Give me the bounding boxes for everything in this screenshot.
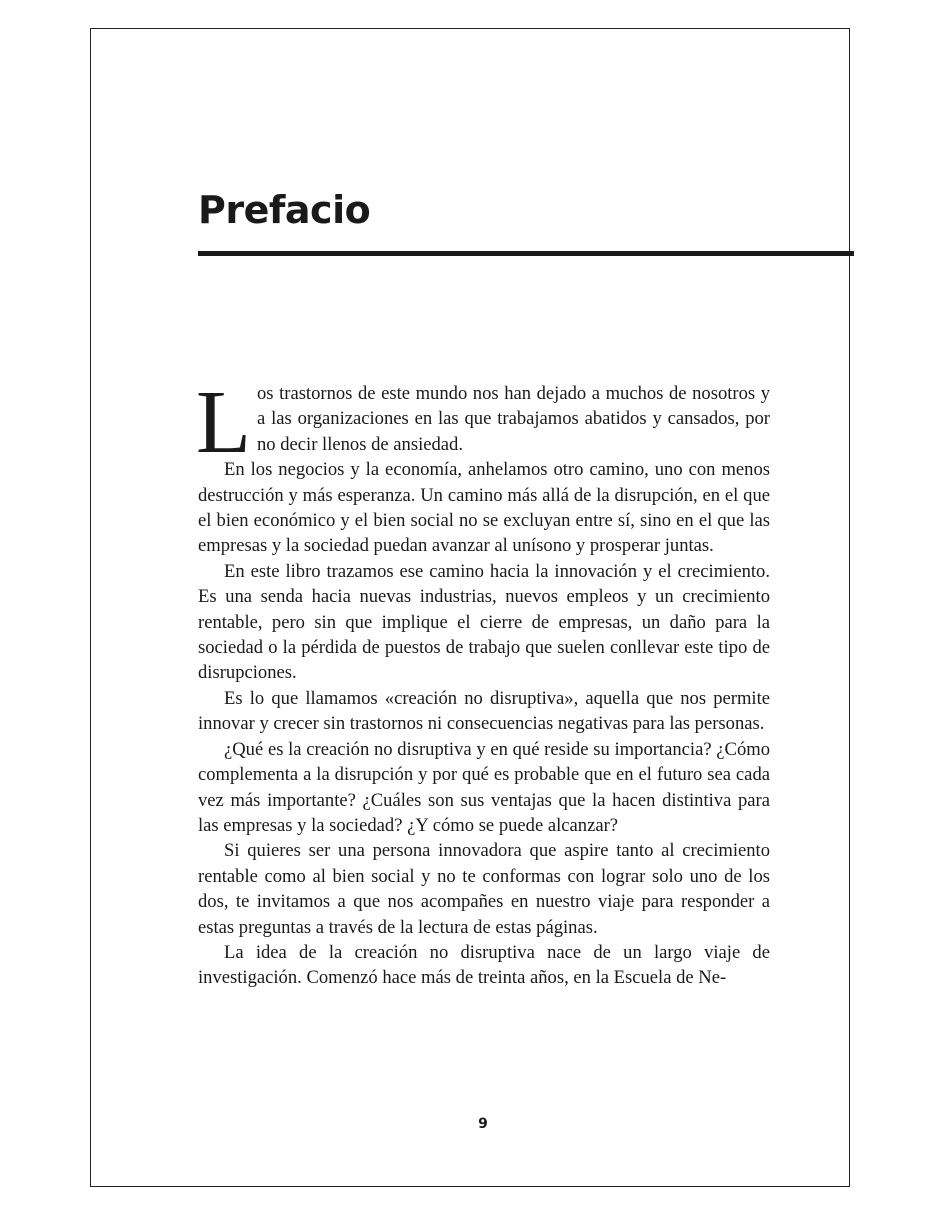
paragraph-4: Es lo que llamamos «creación no disruptiva», aquella que nos permite innovar y crecer sin trastornos ni consecuencias negativas para las personas. — [198, 687, 770, 735]
body-text — [196, 373, 770, 991]
paragraph-6: Si quieres ser una persona innovadora que aspire tanto al crecimiento rentable como al bien social y no te conformas con lograr solo uno de los dos, te invitamos a que nos acompañes en nuestro viaje para responder a estas preguntas a través de la lectura de estas páginas. — [198, 840, 770, 938]
title-rule — [198, 251, 854, 256]
chapter-title: Prefacio — [198, 188, 371, 232]
paragraph-1-text: os trastornos de este mundo nos han dejado a muchos de nosotros y a las organizaciones en las que trabajamos abatidos y cansados, por no decir llenos de ansiedad. — [256, 383, 770, 455]
paragraph-3: En este libro trazamos ese camino hacia la innovación y el crecimiento. Es una senda hacia nuevas industrias, nuevos empleos y un crecimiento rentable, pero sin que implique el cierre de empresas, un daño para la sociedad o la pérdida de puestos de trabajo que suelen conllevar este tipo de disrupciones. — [198, 560, 770, 684]
paragraph-7: La idea de la creación no disruptiva nace de un largo viaje de investigación. Comenzó hace más de treinta años, en la Escuela de Ne- — [198, 941, 770, 989]
page-number: 9 — [478, 1116, 488, 1132]
paragraph-5: ¿Qué es la creación no disruptiva y en qué reside su importancia? ¿Cómo complementa a la disrupción y por qué es probable que en el futuro sea cada vez más importante? ¿Cuáles son sus ventajas que la hacen distintiva para las empresas y la sociedad? ¿Y cómo se puede alcanzar? — [198, 738, 770, 836]
paragraph-2: En los negocios y la economía, anhelamos otro camino, uno con menos destrucción y más esperanza. Un camino más allá de la disrupción, en el que el bien económico y el bien social no se excluyan entre sí, sino en el que las empresas y la sociedad puedan avanzar al unísono y prosperar juntas. — [198, 459, 770, 557]
paragraph-1 — [196, 373, 770, 472]
drop-cap: L — [196, 373, 251, 472]
